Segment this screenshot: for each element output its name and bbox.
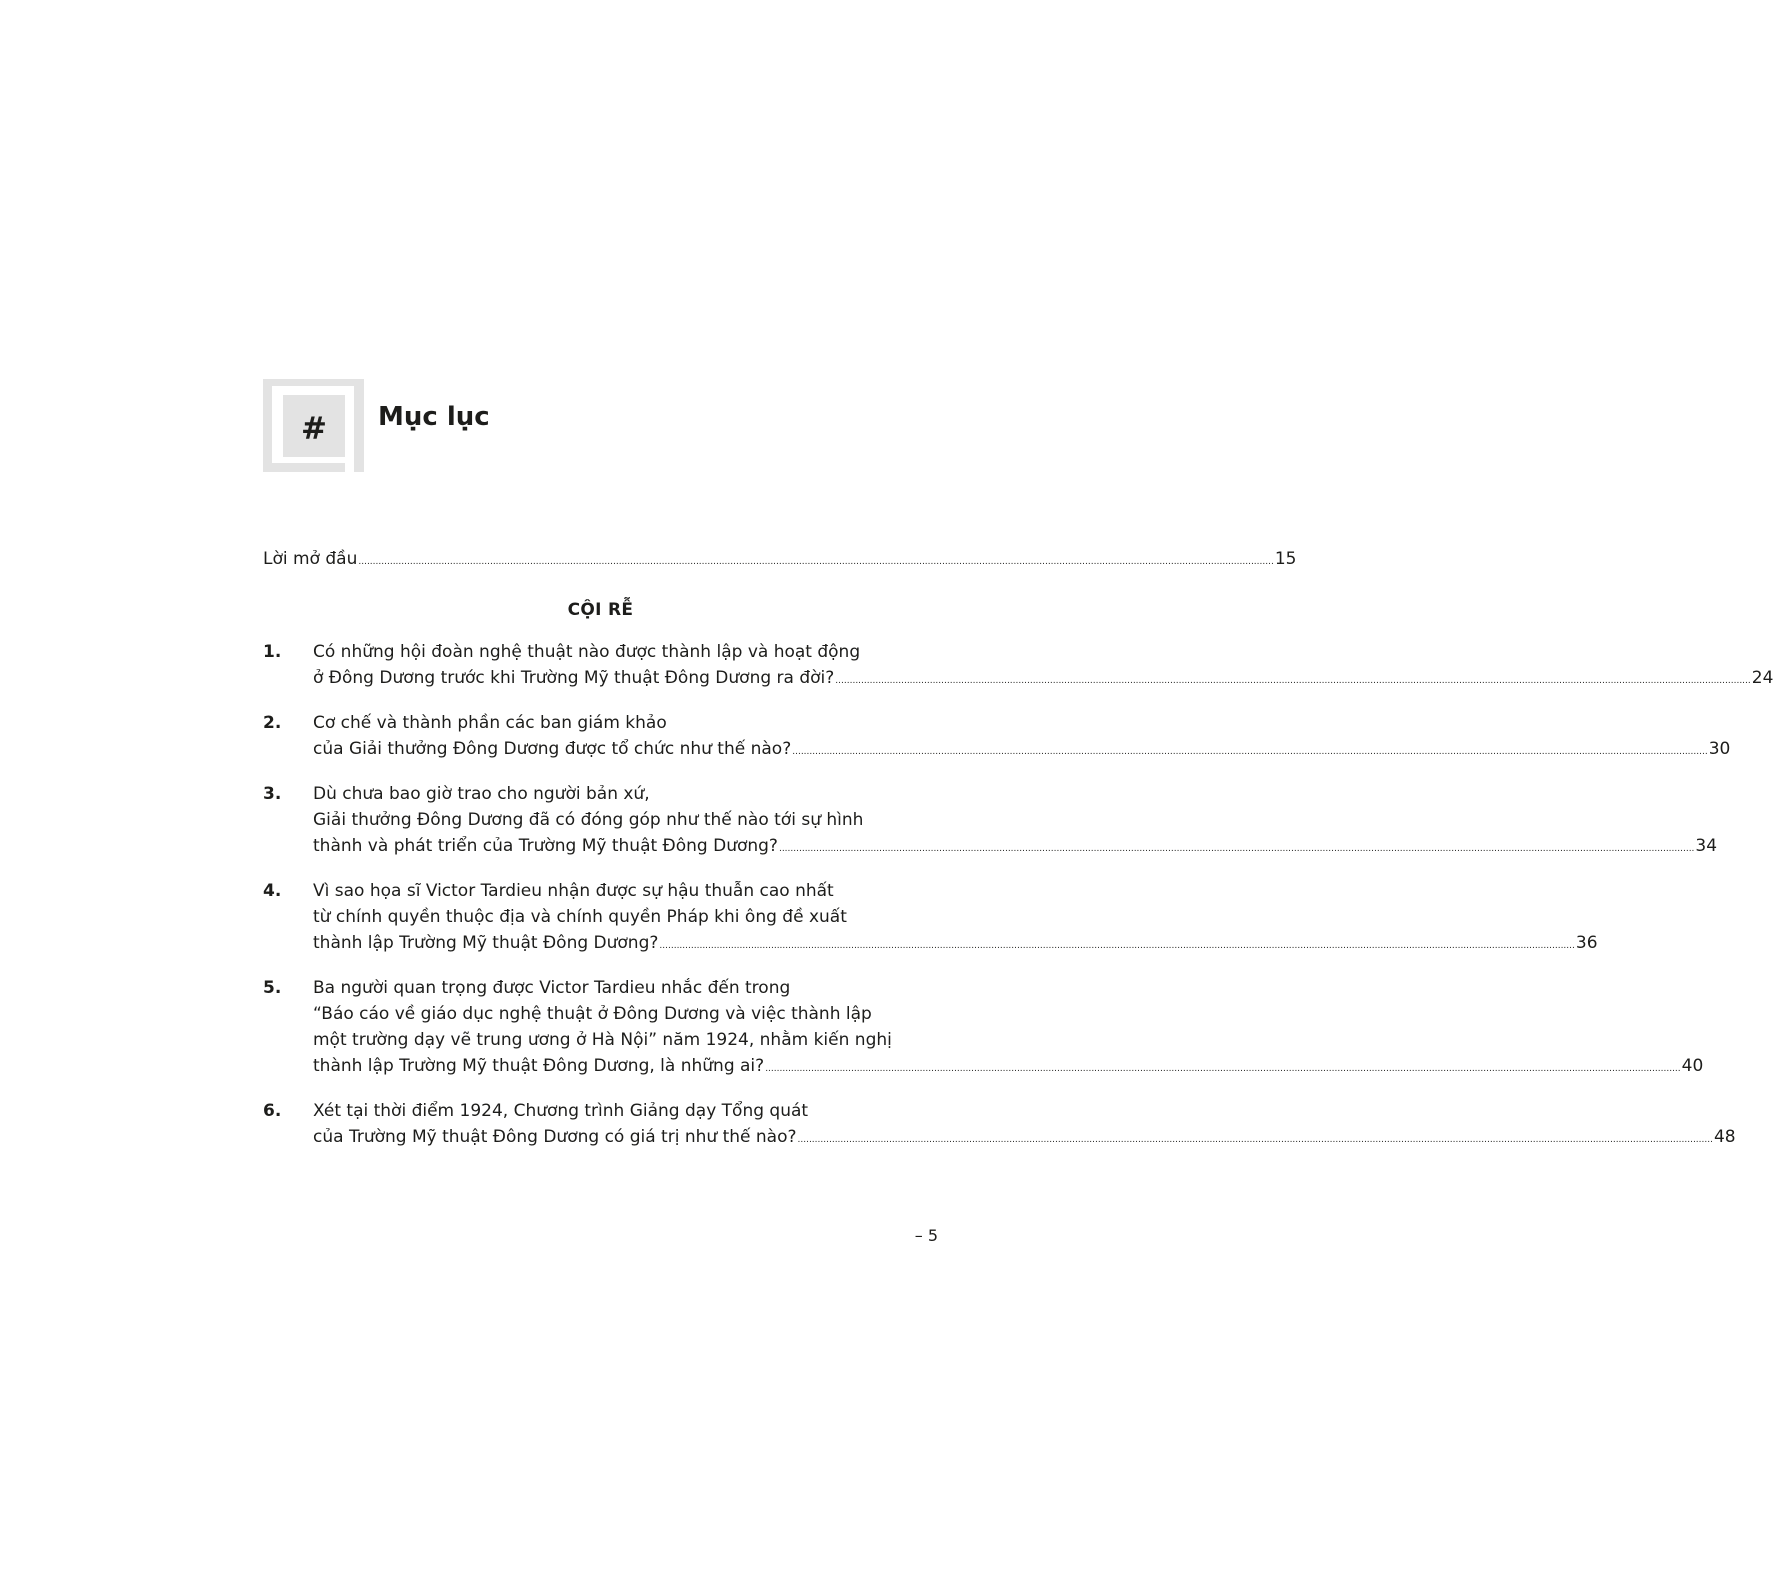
- entry-text: [313, 975, 1703, 1082]
- toc-entry: [263, 1098, 1736, 1153]
- chapter-logo: [263, 379, 364, 472]
- entry-line: của Trường Mỹ thuật Đông Dương có giá trị như thế nào?: [313, 1127, 797, 1147]
- preface-page: 15: [1274, 549, 1297, 569]
- entry-page: 30: [1708, 739, 1731, 759]
- entry-line: ở Đông Dương trước khi Trường Mỹ thuật Đông Dương ra đời?: [313, 668, 835, 688]
- entry-text: [313, 781, 1717, 862]
- entry-last-line: [313, 1124, 1736, 1153]
- entry-number: 1.: [263, 642, 282, 662]
- preface-label: Lời mở đầu: [263, 549, 358, 569]
- logo-right-bar: [354, 379, 364, 472]
- preface-entry: [263, 546, 1297, 575]
- page-title: Mục lục: [378, 402, 490, 432]
- entry-page: 24: [1751, 668, 1773, 688]
- entry-text: [313, 878, 1598, 959]
- entry-last-line: [313, 833, 1717, 862]
- entry-number: 4.: [263, 881, 282, 901]
- page-number: – 5: [914, 1226, 938, 1245]
- entry-line: thành lập Trường Mỹ thuật Đông Dương, là những ai?: [313, 1056, 765, 1076]
- toc-entry: [263, 710, 1731, 765]
- toc-entry: [263, 878, 1598, 959]
- entry-line: Cơ chế và thành phần các ban giám khảo: [313, 713, 667, 733]
- entry-last-line: [313, 665, 1773, 694]
- entry-page: 40: [1681, 1056, 1704, 1076]
- entry-line: Dù chưa bao giờ trao cho người bản xứ,: [313, 784, 650, 804]
- entry-last-line: [313, 930, 1598, 959]
- dot-leader: [835, 668, 1750, 694]
- dot-leader: [798, 1127, 1713, 1153]
- dot-leader: [358, 549, 1273, 575]
- entry-line: Xét tại thời điểm 1924, Chương trình Giảng dạy Tổng quát: [313, 1101, 809, 1121]
- toc-entry: [263, 975, 1704, 1082]
- entry-line: Giải thưởng Đông Dương đã có đóng góp như thế nào tới sự hình: [313, 810, 864, 830]
- entry-number: 6.: [263, 1101, 282, 1121]
- entry-number: 3.: [263, 784, 282, 804]
- entry-page: 36: [1575, 933, 1598, 953]
- entry-line: Vì sao họa sĩ Victor Tardieu nhận được sự hậu thuẫn cao nhất: [313, 881, 834, 901]
- hash-box: [283, 395, 345, 457]
- entry-last-line: [313, 1053, 1703, 1082]
- entry-page: 48: [1713, 1127, 1736, 1147]
- logo-left-bar: [263, 379, 272, 472]
- logo-bottom-bar: [263, 463, 345, 472]
- entry-number: 5.: [263, 978, 282, 998]
- hash-icon: #: [301, 410, 327, 447]
- entry-line: một trường dạy vẽ trung ương ở Hà Nội” năm 1924, nhằm kiến nghị: [313, 1030, 892, 1050]
- logo-top-bar: [263, 379, 364, 386]
- toc-items: [263, 639, 1773, 1153]
- toc-entry: [263, 639, 1773, 694]
- dot-leader: [765, 1056, 1680, 1082]
- entry-line: “Báo cáo về giáo dục nghệ thuật ở Đông Dương và việc thành lập: [313, 1004, 872, 1024]
- entry-line: từ chính quyền thuộc địa và chính quyền Pháp khi ông đề xuất: [313, 907, 847, 927]
- entry-line: của Giải thưởng Đông Dương được tổ chức như thế nào?: [313, 739, 792, 759]
- toc-entry: [263, 781, 1718, 862]
- entry-text: [313, 639, 1773, 694]
- entry-page: 34: [1695, 836, 1718, 856]
- table-of-contents: [263, 546, 1773, 1169]
- entry-last-line: [313, 736, 1730, 765]
- dot-leader: [659, 933, 1574, 959]
- dot-leader: [792, 739, 1707, 765]
- entry-line: thành lập Trường Mỹ thuật Đông Dương?: [313, 933, 659, 953]
- dot-leader: [779, 836, 1694, 862]
- section-title: CỘI RỄ: [567, 600, 634, 620]
- entry-text: [313, 1098, 1736, 1153]
- entry-text: [313, 710, 1730, 765]
- entry-line: thành và phát triển của Trường Mỹ thuật Đông Dương?: [313, 836, 778, 856]
- entry-line: Ba người quan trọng được Victor Tardieu nhắc đến trong: [313, 978, 791, 998]
- entry-number: 2.: [263, 713, 282, 733]
- entry-line: Có những hội đoàn nghệ thuật nào được thành lập và hoạt động: [313, 642, 861, 662]
